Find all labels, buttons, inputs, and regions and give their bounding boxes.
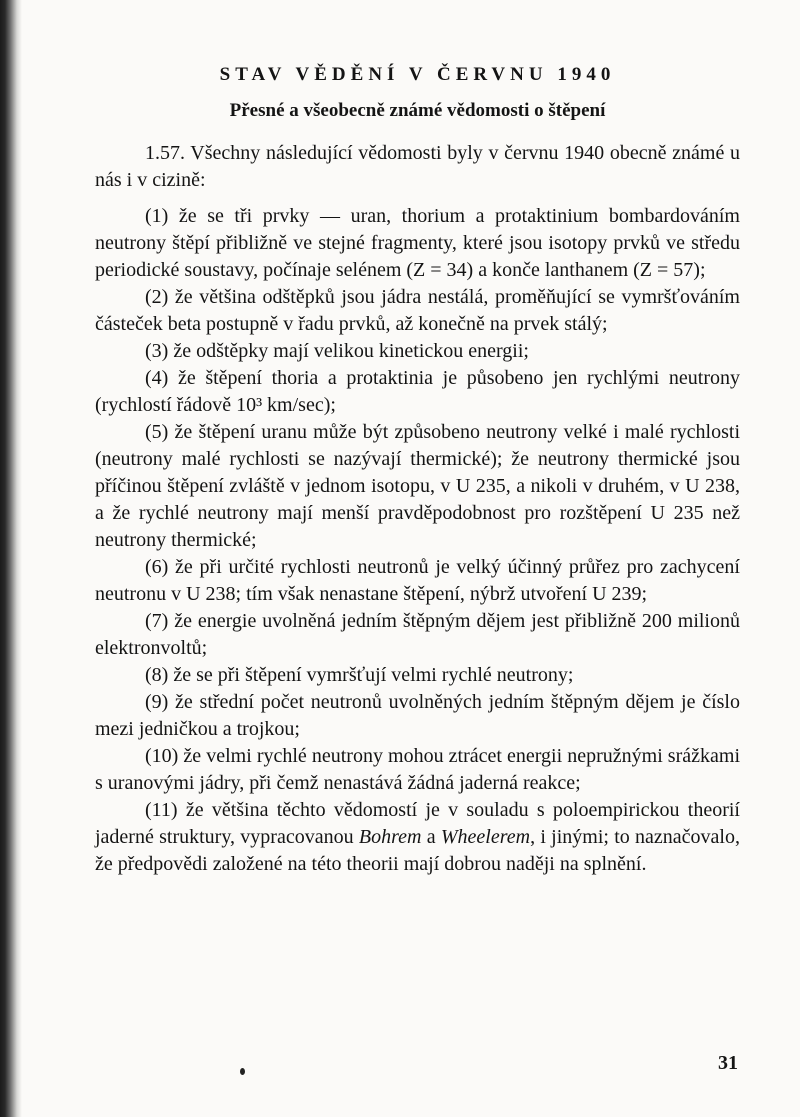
- ink-speck: [240, 1068, 245, 1075]
- book-page: [95, 58, 740, 878]
- item11-text-middle: a: [421, 826, 441, 848]
- page-number: 31: [718, 1052, 738, 1074]
- author-bohr: Bohrem: [358, 826, 422, 848]
- author-wheeler: Wheelerem: [440, 826, 531, 848]
- item11-text-before: (11) že většina těchto vědomostí je v souladu s poloempirickou theorií jaderné struktury, vypracovanou: [95, 799, 740, 848]
- list-item: (5) že štěpení uranu může být způsobeno neutrony velké i malé rychlosti (neutrony malé rychlosti se nazývají thermické); že neutrony thermické jsou příčinou štěpení zvláště v jednom isotopu, v U 235, a nikoli v druhém, v U 238, a že rychlé neutrony mají menší pravděpodobnost pro rozštěpení U 235 než neutrony thermické;: [95, 421, 740, 551]
- list-item: (1) že se tři prvky — uran, thorium a protaktinium bombardováním neutrony štěpí přibližně ve stejné fragmenty, které jsou isotopy prvků ve středu periodické soustavy, počínaje selénem (Z = 34) a konče lanthanem (Z = 57);: [95, 205, 740, 281]
- section-subtitle: Přesné a všeobecně známé vědomosti o štěpení: [229, 100, 606, 121]
- list-item: (6) že při určité rychlosti neutronů je velký účinný průřez pro zachycení neutronu v U 238; tím však nenastane štěpení, nýbrž utvoření U 239;: [95, 556, 740, 605]
- knowledge-list: [95, 203, 740, 878]
- list-item: (8) že se při štěpení vymršťují velmi rychlé neutrony;: [145, 664, 574, 686]
- list-item: (4) že štěpení thoria a protaktinia je působeno jen rychlými neutrony (rychlostí řádově 10³ km/sec);: [95, 367, 740, 416]
- list-item: [95, 797, 740, 878]
- list-item: (2) že většina odštěpků jsou jádra nestálá, proměňující se vymršťováním částeček beta postupně v řadu prvků, až konečně na prvek stálý;: [95, 286, 740, 335]
- intro-paragraph: 1.57. Všechny následující vědomosti byly v červnu 1940 obecně známé u nás i v cizině:: [95, 142, 740, 191]
- list-item: (10) že velmi rychlé neutrony mohou ztrácet energii nepružnými srážkami s uranovými jádry, při čemž nenastává žádná jaderná reakce;: [95, 745, 740, 794]
- list-item: (7) že energie uvolněná jedním štěpným dějem jest přibližně 200 milionů elektronvoltů;: [95, 610, 740, 659]
- page-title: STAV VĚDĚNÍ V ČERVNU 1940: [219, 64, 616, 85]
- list-item: (9) že střední počet neutronů uvolněných jedním štěpným dějem je číslo mezi jedničkou a trojkou;: [95, 691, 740, 740]
- book-binding-shadow: [0, 0, 22, 1117]
- list-item: (3) že odštěpky mají velikou kinetickou energii;: [145, 340, 529, 362]
- item11-text-after: , i jinými; to naznačovalo, že předpovědi založené na této theorii mají dobrou naději na splnění.: [95, 826, 740, 875]
